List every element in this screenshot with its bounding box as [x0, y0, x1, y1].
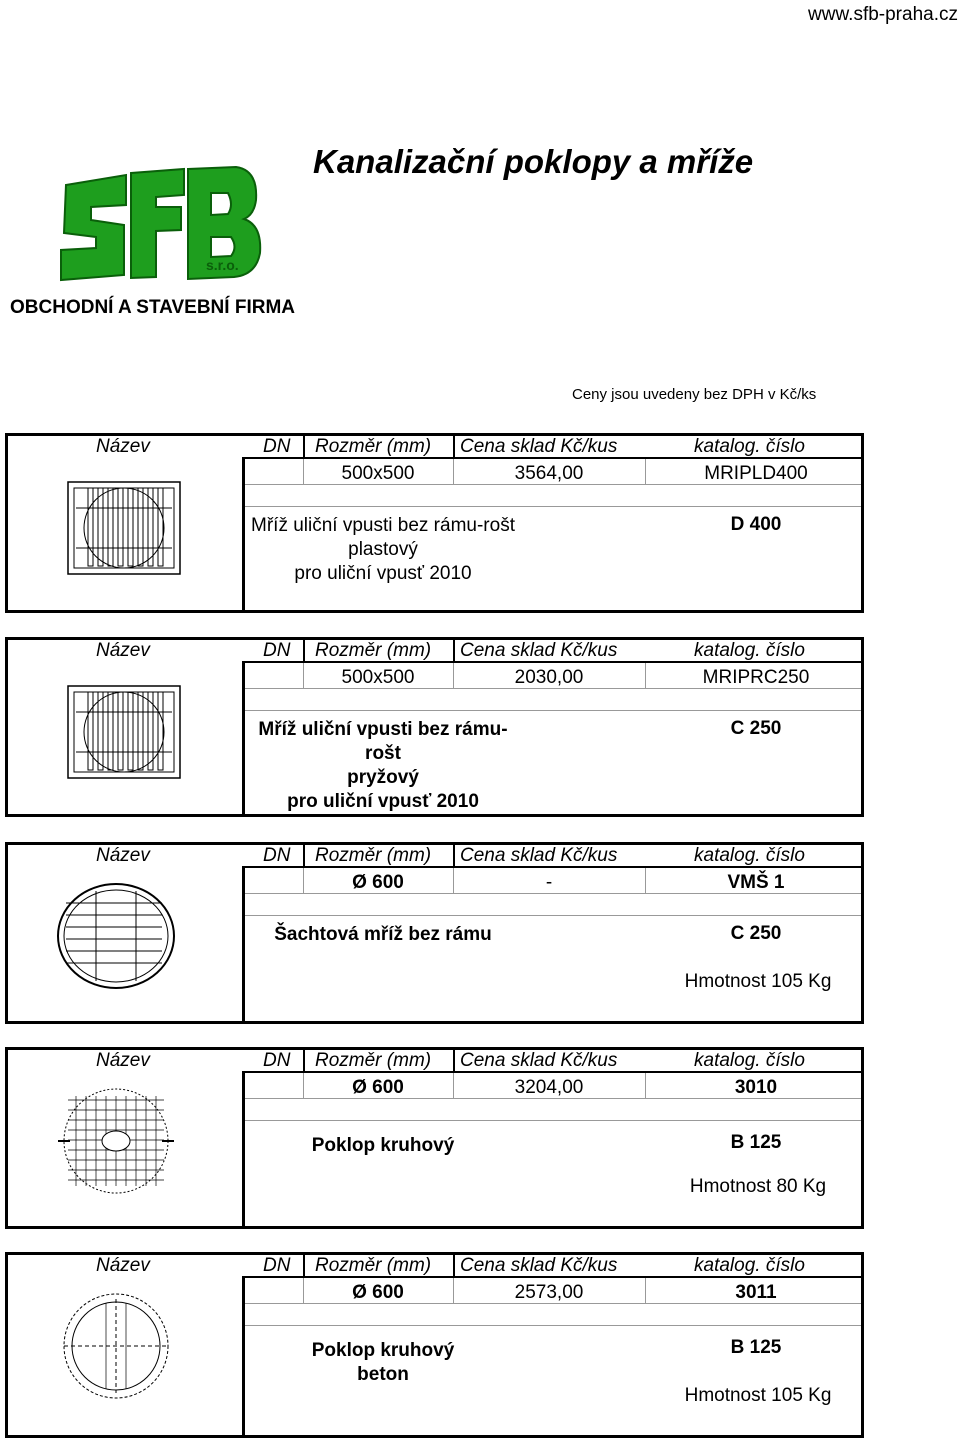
header-cena: Cena sklad Kč/kus — [460, 1255, 618, 1276]
load-class: B 125 — [730, 1337, 782, 1358]
table-header — [8, 1050, 861, 1071]
product-description — [248, 718, 518, 814]
desc-line-1: Mříž uliční vpusti bez rámu-rošt — [251, 515, 515, 536]
svg-text:OBCHODNÍ A STAVEBNÍ FIRMA: OBCHODNÍ A STAVEBNÍ FIRMA — [10, 297, 295, 318]
header-cena: Cena sklad Kč/kus — [460, 1050, 618, 1071]
header-rozmer: Rozměr (mm) — [315, 1050, 432, 1071]
divider — [453, 1255, 455, 1276]
divider — [242, 661, 245, 814]
table-header — [8, 436, 861, 457]
product-image — [54, 1291, 178, 1406]
weight: Hmotnost 105 Kg — [684, 1385, 832, 1406]
divider — [245, 710, 861, 711]
desc-line-1: Šachtová mříž bez rámu — [274, 924, 492, 945]
divider — [242, 457, 245, 610]
header-nazev: Název — [96, 845, 150, 866]
product-description — [248, 1339, 518, 1387]
product-description — [248, 1134, 518, 1158]
load-class: C 250 — [730, 923, 782, 944]
product-block — [5, 842, 864, 1024]
page-title: Kanalizační poklopy a mříže — [313, 143, 754, 180]
desc-line-2: beton — [357, 1364, 409, 1385]
weight: Hmotnost 80 Kg — [689, 1176, 827, 1197]
divider — [245, 661, 861, 663]
divider — [242, 866, 245, 1021]
header-rozmer: Rozměr (mm) — [315, 640, 432, 661]
header-katalog: katalog. číslo — [694, 640, 805, 661]
desc-line-1: Poklop kruhový — [311, 1135, 455, 1156]
header-dn: DN — [263, 845, 291, 866]
table-header — [8, 845, 861, 866]
header-rozmer: Rozměr (mm) — [315, 436, 432, 457]
header-dn: DN — [263, 436, 291, 457]
divider — [303, 640, 305, 661]
divider — [453, 436, 455, 457]
svg-text:s.r.o.: s.r.o. — [206, 257, 239, 273]
divider — [245, 1071, 861, 1073]
load-class: D 400 — [730, 514, 782, 535]
product-description — [248, 514, 518, 586]
header-dn: DN — [263, 1050, 291, 1071]
header-cena: Cena sklad Kč/kus — [460, 640, 618, 661]
desc-line-2: pryžový — [347, 767, 419, 788]
product-image — [66, 684, 182, 785]
divider — [303, 436, 305, 457]
divider — [242, 1071, 245, 1226]
divider — [303, 1050, 305, 1071]
product-block — [5, 1252, 864, 1438]
header-nazev: Název — [96, 1255, 150, 1276]
header-katalog: katalog. číslo — [694, 436, 805, 457]
rozmer-value: Ø 600 — [352, 1077, 404, 1098]
product-image — [54, 1086, 178, 1201]
rozmer-value: Ø 600 — [352, 1282, 404, 1303]
header-katalog: katalog. číslo — [694, 1255, 805, 1276]
divider — [453, 640, 455, 661]
cena-value: 3204,00 — [514, 1077, 584, 1098]
header-nazev: Název — [96, 436, 150, 457]
header-katalog: katalog. číslo — [694, 845, 805, 866]
product-description — [248, 923, 518, 947]
divider — [245, 506, 861, 507]
company-logo — [6, 145, 306, 325]
divider — [453, 1050, 455, 1071]
header-dn: DN — [263, 640, 291, 661]
cena-value: - — [545, 872, 553, 893]
katalog-value: MRIPRC250 — [702, 667, 810, 688]
katalog-value: 3011 — [735, 1282, 777, 1303]
load-class: C 250 — [730, 718, 782, 739]
header-cena: Cena sklad Kč/kus — [460, 436, 618, 457]
divider — [242, 1276, 245, 1435]
cena-value: 3564,00 — [514, 463, 584, 484]
desc-line-1: Mříž uliční vpusti bez rámu-rošt — [258, 719, 508, 764]
divider — [245, 1276, 861, 1278]
divider — [245, 866, 861, 868]
divider — [303, 1255, 305, 1276]
header-nazev: Název — [96, 640, 150, 661]
table-header — [8, 640, 861, 661]
desc-line-3: pro uliční vpusť 2010 — [287, 791, 479, 812]
price-note: Ceny jsou uvedeny bez DPH v Kč/ks — [572, 386, 817, 403]
weight: Hmotnost 105 Kg — [684, 971, 832, 992]
katalog-value: 3010 — [734, 1077, 778, 1098]
divider — [245, 1120, 861, 1121]
divider — [245, 457, 861, 459]
desc-line-1: Poklop kruhový — [311, 1340, 455, 1361]
desc-line-3: pro uliční vpusť 2010 — [294, 563, 472, 584]
product-block — [5, 433, 864, 613]
product-block — [5, 1047, 864, 1229]
desc-line-2: plastový — [348, 539, 418, 560]
rozmer-value: Ø 600 — [352, 872, 404, 893]
cena-value: 2573,00 — [514, 1282, 584, 1303]
header-dn: DN — [263, 1255, 291, 1276]
header-rozmer: Rozměr (mm) — [315, 845, 432, 866]
rozmer-value: 500x500 — [341, 463, 415, 484]
divider — [245, 1325, 861, 1326]
product-image — [66, 480, 182, 581]
site-url[interactable]: www.sfb-praha.cz — [808, 4, 958, 25]
header-katalog: katalog. číslo — [694, 1050, 805, 1071]
product-block — [5, 637, 864, 817]
header-cena: Cena sklad Kč/kus — [460, 845, 618, 866]
rozmer-value: 500x500 — [341, 667, 415, 688]
header-rozmer: Rozměr (mm) — [315, 1255, 432, 1276]
divider — [245, 915, 861, 916]
divider — [303, 845, 305, 866]
katalog-value: VMŠ 1 — [727, 872, 785, 893]
load-class: B 125 — [730, 1132, 782, 1153]
katalog-value: MRIPLD400 — [704, 463, 808, 484]
cena-value: 2030,00 — [514, 667, 584, 688]
table-header — [8, 1255, 861, 1276]
product-image — [54, 881, 178, 996]
divider — [453, 845, 455, 866]
header-nazev: Název — [96, 1050, 150, 1071]
